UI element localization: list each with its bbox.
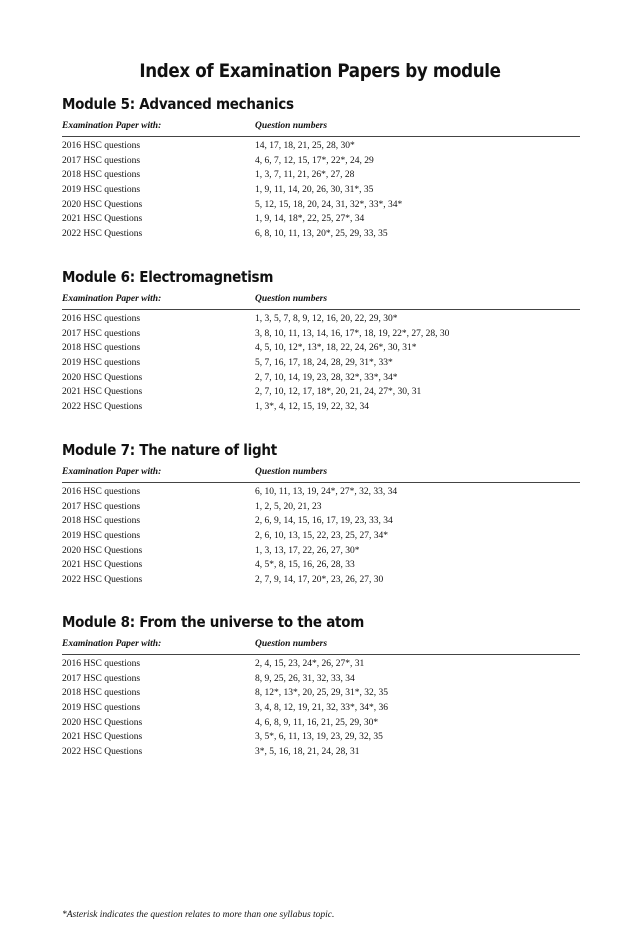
questions-cell: 5, 12, 15, 18, 20, 24, 31, 32*, 33*, 34*: [255, 199, 403, 210]
table-row: [62, 546, 580, 561]
paper-cell: 2016 HSC questions: [62, 487, 141, 497]
table-row: [62, 229, 580, 244]
paper-cell: 2021 HSC Questions: [62, 732, 143, 743]
table-row: [62, 170, 580, 185]
table-row: [62, 314, 580, 329]
table-row: [62, 358, 580, 373]
questions-cell: 2, 7, 10, 12, 17, 18*, 20, 21, 24, 27*, 30, 31: [255, 387, 422, 398]
questions-cell: 1, 3*, 4, 12, 15, 19, 22, 32, 34: [255, 402, 369, 413]
table-row: [62, 674, 580, 689]
column-header-paper: Examination Paper with:: [62, 294, 162, 304]
table-row: [62, 747, 580, 762]
paper-cell: 2017 HSC questions: [62, 328, 141, 339]
table-row: [62, 718, 580, 733]
table-row: [62, 373, 580, 388]
page-title: Index of Examination Papers by module: [139, 60, 501, 82]
questions-cell: 2, 7, 10, 14, 19, 23, 28, 32*, 33*, 34*: [255, 372, 398, 383]
column-header-questions: Question numbers: [255, 639, 328, 649]
questions-cell: 2, 7, 9, 14, 17, 20*, 23, 26, 27, 30: [255, 575, 384, 586]
module-section: [62, 613, 580, 762]
questions-cell: 1, 9, 11, 14, 20, 26, 30, 31*, 35: [255, 185, 374, 196]
table-row: [62, 703, 580, 718]
table-row: [62, 343, 580, 358]
questions-cell: 1, 9, 14, 18*, 22, 25, 27*, 34: [255, 214, 365, 225]
table-row: [62, 531, 580, 546]
paper-cell: 2022 HSC Questions: [62, 575, 143, 586]
paper-cell: 2019 HSC questions: [62, 185, 141, 196]
module-heading: Module 8: From the universe to the atom: [62, 613, 365, 631]
table-row: [62, 387, 580, 402]
table-row: [62, 185, 580, 200]
table-header: [62, 294, 580, 310]
column-header-paper: Examination Paper with:: [62, 639, 162, 649]
paper-cell: 2019 HSC questions: [62, 531, 141, 542]
questions-cell: 1, 3, 13, 17, 22, 26, 27, 30*: [255, 545, 360, 556]
questions-cell: 2, 4, 15, 23, 24*, 26, 27*, 31: [255, 659, 365, 669]
questions-cell: 4, 6, 8, 9, 11, 16, 21, 25, 29, 30*: [255, 717, 379, 728]
table-row: [62, 141, 580, 156]
module-heading: Module 7: The nature of light: [62, 441, 277, 459]
questions-cell: 8, 12*, 13*, 20, 25, 29, 31*, 32, 35: [255, 688, 388, 699]
paper-cell: 2018 HSC questions: [62, 688, 141, 699]
paper-cell: 2016 HSC questions: [62, 314, 141, 324]
table-row: [62, 329, 580, 344]
questions-cell: 3, 4, 8, 12, 19, 21, 32, 33*, 34*, 36: [255, 703, 388, 714]
questions-cell: 3, 5*, 6, 11, 13, 19, 23, 29, 32, 35: [255, 732, 383, 743]
paper-cell: 2016 HSC questions: [62, 659, 141, 669]
table-header: [62, 121, 580, 137]
paper-cell: 2021 HSC Questions: [62, 214, 143, 225]
column-header-paper: Examination Paper with:: [62, 121, 162, 131]
table-row: [62, 560, 580, 575]
column-header-questions: Question numbers: [255, 467, 328, 477]
table-row: [62, 502, 580, 517]
column-header-paper: Examination Paper with:: [62, 467, 162, 477]
questions-cell: 2, 6, 10, 13, 15, 22, 23, 25, 27, 34*: [255, 531, 388, 542]
table-row: [62, 688, 580, 703]
paper-cell: 2019 HSC questions: [62, 358, 141, 369]
table-header: [62, 467, 580, 483]
questions-cell: 1, 3, 7, 11, 21, 26*, 27, 28: [255, 170, 355, 181]
module-section: [62, 95, 580, 244]
questions-cell: 3*, 5, 16, 18, 21, 24, 28, 31: [255, 747, 360, 758]
paper-cell: 2021 HSC Questions: [62, 560, 143, 571]
paper-cell: 2017 HSC questions: [62, 501, 141, 512]
questions-cell: 2, 6, 9, 14, 15, 16, 17, 19, 23, 33, 34: [255, 516, 393, 527]
table-row: [62, 516, 580, 531]
paper-cell: 2018 HSC questions: [62, 516, 141, 527]
questions-cell: 14, 17, 18, 21, 25, 28, 30*: [255, 141, 355, 151]
questions-cell: 1, 2, 5, 20, 21, 23: [255, 501, 322, 512]
questions-cell: 5, 7, 16, 17, 18, 24, 28, 29, 31*, 33*: [255, 358, 393, 369]
table-row: [62, 214, 580, 229]
table-header: [62, 639, 580, 655]
column-header-questions: Question numbers: [255, 121, 328, 131]
questions-cell: 3, 8, 10, 11, 13, 14, 16, 17*, 18, 19, 22*, 27, 28, 30: [255, 328, 450, 339]
paper-cell: 2017 HSC questions: [62, 155, 141, 166]
table-row: [62, 200, 580, 215]
table-row: [62, 659, 580, 674]
table-row: [62, 402, 580, 417]
table-row: [62, 575, 580, 590]
column-header-questions: Question numbers: [255, 294, 328, 304]
module-heading: Module 6: Electromagnetism: [62, 268, 274, 286]
questions-cell: 1, 3, 5, 7, 8, 9, 12, 16, 20, 22, 29, 30*: [255, 314, 398, 324]
paper-cell: 2021 HSC Questions: [62, 387, 143, 398]
paper-cell: 2022 HSC Questions: [62, 402, 143, 413]
module-section: [62, 441, 580, 590]
table-row: [62, 487, 580, 502]
paper-cell: 2020 HSC Questions: [62, 199, 143, 210]
paper-cell: 2020 HSC Questions: [62, 545, 143, 556]
questions-cell: 8, 9, 25, 26, 31, 32, 33, 34: [255, 673, 355, 684]
paper-cell: 2016 HSC questions: [62, 141, 141, 151]
paper-cell: 2022 HSC Questions: [62, 747, 143, 758]
questions-cell: 4, 5, 10, 12*, 13*, 18, 22, 24, 26*, 30, 31*: [255, 343, 417, 354]
module-heading: Module 5: Advanced mechanics: [62, 95, 294, 113]
questions-cell: 4, 5*, 8, 15, 16, 26, 28, 33: [255, 560, 355, 571]
paper-cell: 2022 HSC Questions: [62, 229, 143, 240]
table-row: [62, 156, 580, 171]
paper-cell: 2018 HSC questions: [62, 170, 141, 181]
questions-cell: 6, 8, 10, 11, 13, 20*, 25, 29, 33, 35: [255, 229, 388, 240]
footnote: *Asterisk indicates the question relates to more than one syllabus topic.: [62, 910, 335, 920]
paper-cell: 2017 HSC questions: [62, 673, 141, 684]
questions-cell: 4, 6, 7, 12, 15, 17*, 22*, 24, 29: [255, 155, 374, 166]
paper-cell: 2019 HSC questions: [62, 703, 141, 714]
paper-cell: 2018 HSC questions: [62, 343, 141, 354]
paper-cell: 2020 HSC Questions: [62, 372, 143, 383]
paper-cell: 2020 HSC Questions: [62, 717, 143, 728]
table-row: [62, 732, 580, 747]
questions-cell: 6, 10, 11, 13, 19, 24*, 27*, 32, 33, 34: [255, 487, 398, 497]
module-section: [62, 268, 580, 417]
